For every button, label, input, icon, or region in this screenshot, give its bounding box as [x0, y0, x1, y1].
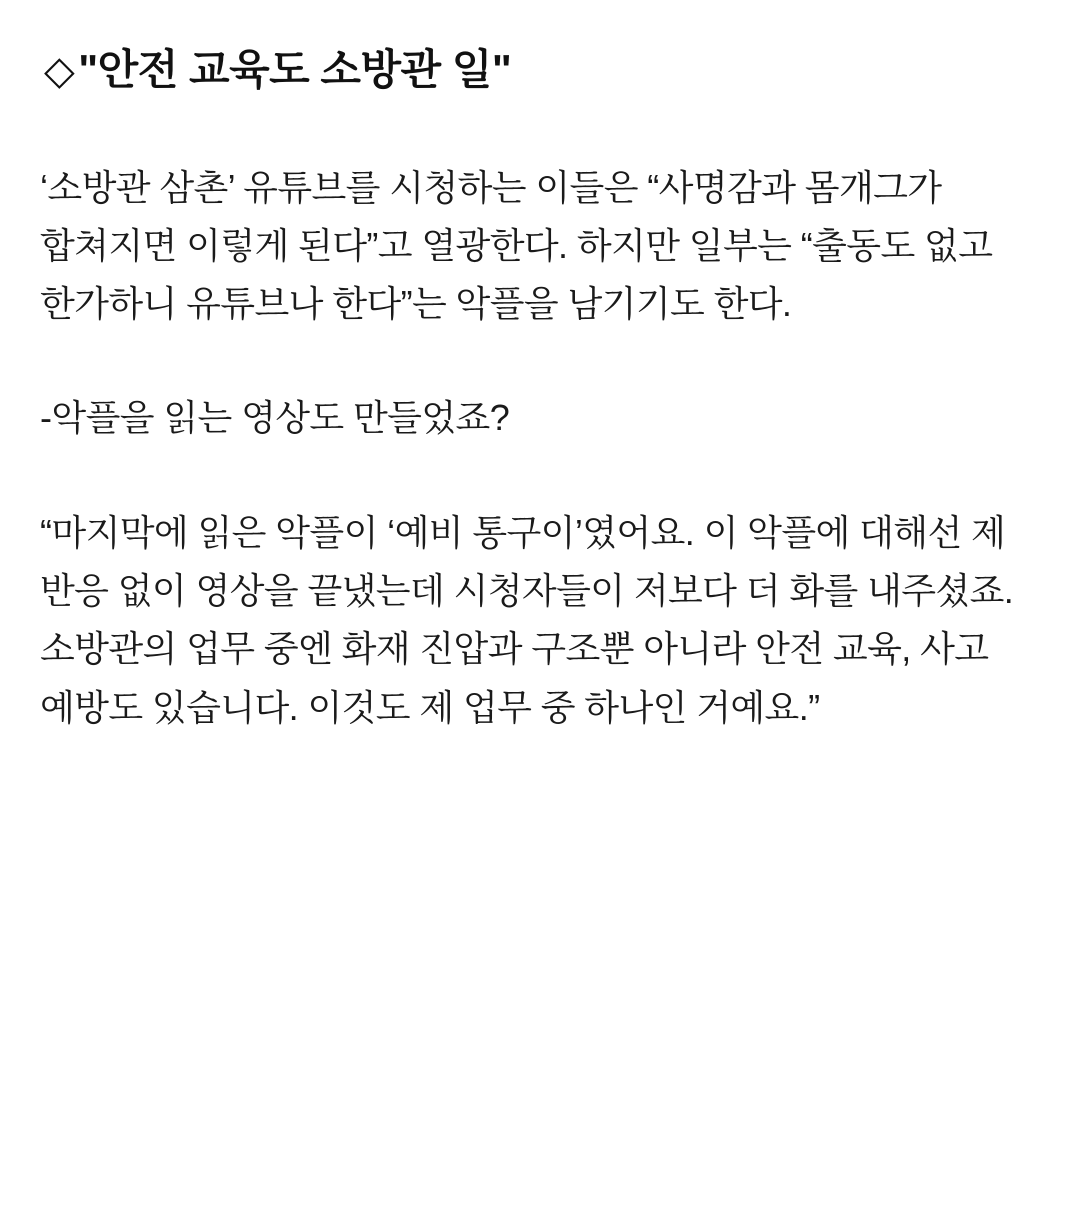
paragraph-1: ‘소방관 삼촌’ 유튜브를 시청하는 이들은 “사명감과 몸개그가 합쳐지면 이렇게 된다”고 열광한다. 하지만 일부는 “출동도 없고 한가하니 유튜브나 한다”는 악플을 남기기도 한다.	[40, 166, 993, 325]
diamond-bullet-icon: ◇	[44, 49, 75, 93]
section-heading	[40, 44, 1039, 97]
paragraph-2: “마지막에 읽은 악플이 ‘예비 통구이’였어요. 이 악플에 대해선 제 반응 없이 영상을 끝냈는데 시청자들이 저보다 더 화를 내주셨죠. 소방관의 업무 중엔 화재 진압과 구조뿐 아니라 안전 교육, 사고 예방도 있습니다. 이것도 제 업무 중 하나인 거예요.”	[40, 511, 1014, 728]
interview-question-1: -악플을 읽는 영상도 만들었죠?	[40, 397, 510, 439]
section-heading-text: "안전 교육도 소방관 일"	[78, 46, 512, 93]
